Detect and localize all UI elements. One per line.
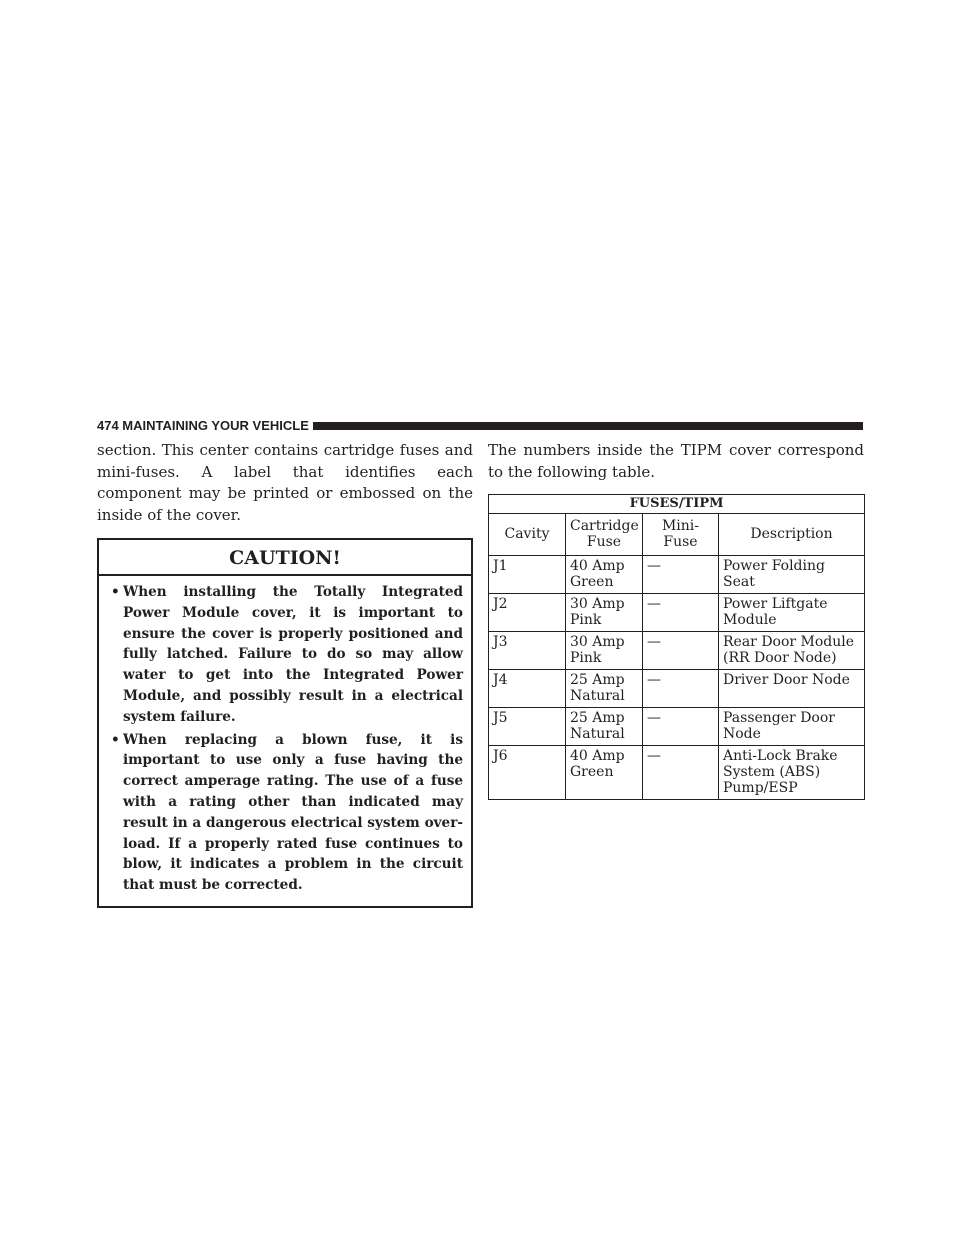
caution-item bbox=[111, 730, 463, 896]
cartridge-fuse-cell: 30 Amp Pink bbox=[566, 632, 643, 670]
mini-fuse-cell: — bbox=[643, 594, 719, 632]
intro-paragraph: section. This center contains cartridge fuses and mini-fuses. A label that identifies each component may be printed or embossed on the inside of the cover. bbox=[97, 441, 473, 524]
caution-box bbox=[97, 538, 473, 908]
cavity-cell: J4 bbox=[489, 670, 566, 708]
column-header-cartridge-fuse: Cartridge Fuse bbox=[566, 514, 643, 556]
left-column bbox=[97, 440, 473, 908]
right-column bbox=[488, 440, 864, 800]
header-rule bbox=[313, 422, 863, 430]
description-cell: Power Liftgate Module bbox=[719, 594, 865, 632]
description-cell: Anti-Lock Brake System (ABS) Pump/ESP bbox=[719, 746, 865, 800]
cartridge-fuse-cell: 25 Amp Natural bbox=[566, 708, 643, 746]
caution-item-text: When replacing a blown fuse, it is important to use only a fuse having the correct amperage rating. The use of a fuse with a rating other than indicated may result in a dangerous electrical system over-load. If a properly rated fuse continues to blow, it indicates a problem in the circuit that must be corrected. bbox=[123, 731, 463, 894]
page-header bbox=[97, 418, 863, 434]
cavity-cell: J1 bbox=[489, 556, 566, 594]
cavity-cell: J3 bbox=[489, 632, 566, 670]
description-cell: Power Folding Seat bbox=[719, 556, 865, 594]
mini-fuse-cell: — bbox=[643, 708, 719, 746]
cartridge-fuse-cell: 40 Amp Green bbox=[566, 556, 643, 594]
fuse-table bbox=[488, 494, 865, 800]
table-row bbox=[489, 670, 865, 708]
table-row bbox=[489, 708, 865, 746]
bullet-icon: • bbox=[111, 584, 120, 600]
caution-item-text: When installing the Totally Integrated Power Module cover, it is important to ensure the cover is properly positioned and fully latched. Failure to do so may allow water to get into the Integrated Power Module, and possibly result in a electrical system failure. bbox=[123, 584, 463, 725]
mini-fuse-cell: — bbox=[643, 670, 719, 708]
cavity-cell: J6 bbox=[489, 746, 566, 800]
column-header-mini-fuse: Mini-Fuse bbox=[643, 514, 719, 556]
bullet-icon: • bbox=[111, 731, 120, 748]
cartridge-fuse-cell: 30 Amp Pink bbox=[566, 594, 643, 632]
page-number-section-title: 474 MAINTAINING YOUR VEHICLE bbox=[97, 418, 309, 433]
table-row bbox=[489, 594, 865, 632]
column-header-description: Description bbox=[719, 514, 865, 556]
cartridge-fuse-cell: 40 Amp Green bbox=[566, 746, 643, 800]
table-row bbox=[489, 556, 865, 594]
cavity-cell: J5 bbox=[489, 708, 566, 746]
caution-list bbox=[99, 576, 471, 906]
table-intro-paragraph: The numbers inside the TIPM cover correspond to the following table. bbox=[488, 441, 864, 481]
mini-fuse-cell: — bbox=[643, 746, 719, 800]
mini-fuse-cell: — bbox=[643, 632, 719, 670]
table-row bbox=[489, 632, 865, 670]
caution-title: CAUTION! bbox=[99, 540, 471, 576]
table-caption: FUSES/TIPM bbox=[489, 495, 865, 514]
mini-fuse-cell: — bbox=[643, 556, 719, 594]
caution-item bbox=[111, 582, 463, 728]
description-cell: Rear Door Module (RR Door Node) bbox=[719, 632, 865, 670]
description-cell: Passenger Door Node bbox=[719, 708, 865, 746]
description-cell: Driver Door Node bbox=[719, 670, 865, 708]
table-row bbox=[489, 746, 865, 800]
cavity-cell: J2 bbox=[489, 594, 566, 632]
column-header-cavity: Cavity bbox=[489, 514, 566, 556]
cartridge-fuse-cell: 25 Amp Natural bbox=[566, 670, 643, 708]
